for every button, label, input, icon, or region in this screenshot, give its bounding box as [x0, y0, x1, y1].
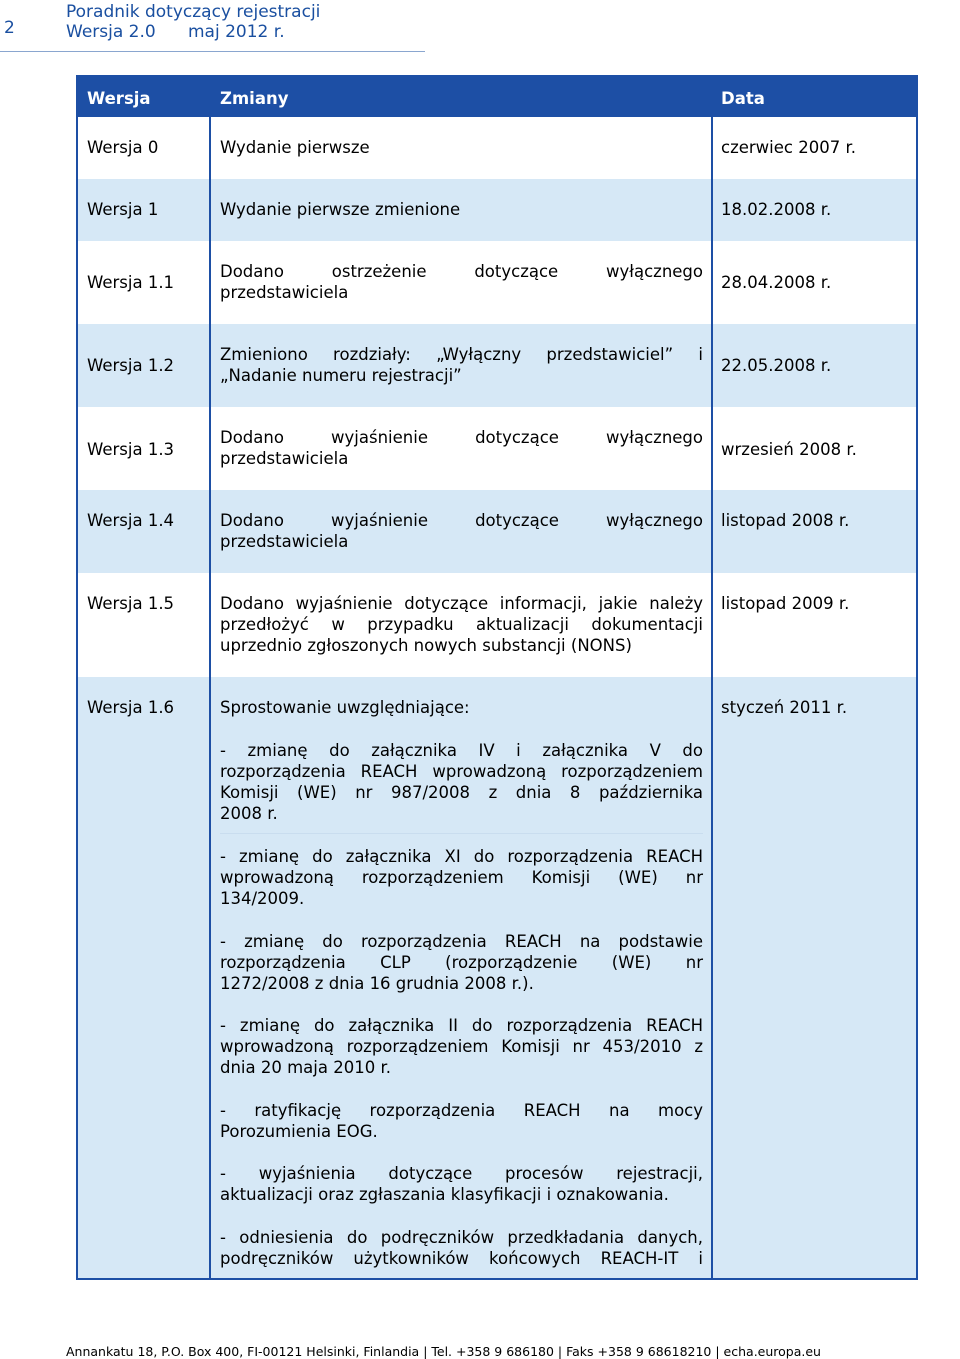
changes-line: uprzednio zgłoszonych nowych substancji (NONS)	[220, 636, 632, 655]
version-cell: Wersja 1	[87, 200, 159, 219]
document-title: Poradnik dotyczący rejestracji	[66, 2, 321, 22]
table-row	[78, 677, 916, 1280]
column-header-date: Data	[721, 89, 765, 108]
changes-line: - ratyfikację rozporządzenia REACH na mocy	[220, 1101, 703, 1120]
change-item	[220, 1227, 703, 1269]
date-cell: 18.02.2008 r.	[721, 200, 832, 219]
change-item	[220, 1163, 703, 1205]
date-cell: wrzesień 2008 r.	[721, 440, 857, 459]
changes-line: Porozumienia EOG.	[220, 1122, 378, 1141]
document-date: maj 2012 r.	[188, 22, 285, 42]
changes-line: 134/2009.	[220, 889, 305, 908]
changes-line: Dodano wyjaśnienie dotyczące wyłącznego	[220, 428, 703, 447]
changes-line: wprowadzoną rozporządzeniem Komisji (WE) nr	[220, 868, 703, 887]
table-row	[78, 573, 916, 677]
changes-cell: Wydanie pierwsze zmienione	[220, 200, 461, 219]
changes-line: - zmianę do załącznika IV i załącznika V do	[220, 741, 703, 760]
changes-line: podręczników użytkowników końcowych REACH-IT i	[220, 1249, 703, 1268]
table-row	[78, 324, 916, 407]
changes-line: - zmianę do załącznika XI do rozporządzenia REACH	[220, 847, 703, 866]
change-item	[220, 1100, 703, 1142]
changes-line: - wyjaśnienia dotyczące procesów rejestracji,	[220, 1164, 703, 1183]
version-cell: Wersja 1.4	[87, 511, 175, 530]
column-header-version: Wersja	[87, 89, 151, 108]
changes-line: dnia 20 maja 2010 r.	[220, 1058, 391, 1077]
changes-line: rozporządzenia REACH wprowadzoną rozporządzeniem	[220, 762, 703, 781]
changes-intro: Sprostowanie uwzględniające:	[220, 698, 470, 717]
table-header-row	[78, 77, 916, 117]
date-cell: 28.04.2008 r.	[721, 273, 832, 292]
version-cell: Wersja 1.3	[87, 440, 175, 459]
changes-line: Zmieniono rozdziały: „Wyłączny przedstawiciel” i	[220, 345, 703, 364]
table-row	[78, 179, 916, 241]
date-cell: listopad 2009 r.	[721, 594, 850, 613]
changes-line: przedstawiciela	[220, 283, 349, 302]
changes-line: - zmianę do rozporządzenia REACH na podstawie	[220, 932, 703, 951]
change-item	[220, 740, 703, 824]
changes-line: - odniesienia do podręczników przedkładania danych,	[220, 1228, 703, 1247]
header-divider	[0, 51, 425, 52]
version-cell: Wersja 1.5	[87, 594, 175, 613]
table-row	[78, 117, 916, 179]
version-history-table	[76, 75, 918, 1280]
changes-line: przedstawiciela	[220, 449, 349, 468]
change-item	[220, 931, 703, 994]
table-row	[78, 241, 916, 324]
version-cell: Wersja 0	[87, 138, 159, 157]
page-footer: Annankatu 18, P.O. Box 400, FI-00121 Helsinki, Finlandia | Tel. +358 9 686180 | Faks +358 9 68618210 | echa.europa.eu	[66, 1344, 821, 1359]
changes-line: wprowadzoną rozporządzeniem Komisji nr 453/2010 z	[220, 1037, 703, 1056]
item-divider	[220, 833, 703, 834]
date-cell: styczeń 2011 r.	[721, 698, 848, 717]
changes-line: - zmianę do załącznika II do rozporządzenia REACH	[220, 1016, 703, 1035]
changes-line: przedstawiciela	[220, 532, 349, 551]
column-divider	[209, 77, 211, 1278]
column-divider	[711, 77, 713, 1278]
changes-line: 2008 r.	[220, 804, 278, 823]
change-item	[220, 1015, 703, 1078]
version-cell: Wersja 1.2	[87, 356, 175, 375]
changes-line: Komisji (WE) nr 987/2008 z dnia 8 października	[220, 783, 703, 802]
changes-line: Dodano wyjaśnienie dotyczące wyłącznego	[220, 511, 703, 530]
date-cell: listopad 2008 r.	[721, 511, 850, 530]
page-header	[0, 0, 960, 60]
table-row	[78, 490, 916, 573]
changes-line: „Nadanie numeru rejestracji”	[220, 366, 462, 385]
changes-line: przedłożyć w przypadku aktualizacji dokumentacji	[220, 615, 703, 634]
document-version: Wersja 2.0	[66, 22, 156, 42]
version-cell: Wersja 1.6	[87, 698, 175, 717]
date-cell: czerwiec 2007 r.	[721, 138, 856, 157]
version-cell: Wersja 1.1	[87, 273, 175, 292]
change-item	[220, 846, 703, 909]
changes-cell	[220, 593, 703, 656]
changes-cell	[220, 427, 703, 469]
changes-cell	[220, 344, 703, 386]
column-header-changes: Zmiany	[220, 89, 289, 108]
date-cell: 22.05.2008 r.	[721, 356, 832, 375]
table-row	[78, 407, 916, 490]
changes-line: aktualizacji oraz zgłaszania klasyfikacji i oznakowania.	[220, 1185, 669, 1204]
changes-line: Dodano wyjaśnienie dotyczące informacji, jakie należy	[220, 594, 703, 613]
changes-line: Dodano ostrzeżenie dotyczące wyłącznego	[220, 262, 703, 281]
changes-line: rozporządzenia CLP (rozporządzenie (WE) nr	[220, 953, 703, 972]
changes-cell	[220, 510, 703, 552]
changes-cell: Wydanie pierwsze	[220, 138, 370, 157]
changes-cell	[220, 261, 703, 303]
changes-line: 1272/2008 z dnia 16 grudnia 2008 r.).	[220, 974, 534, 993]
page-number: 2	[4, 18, 15, 38]
